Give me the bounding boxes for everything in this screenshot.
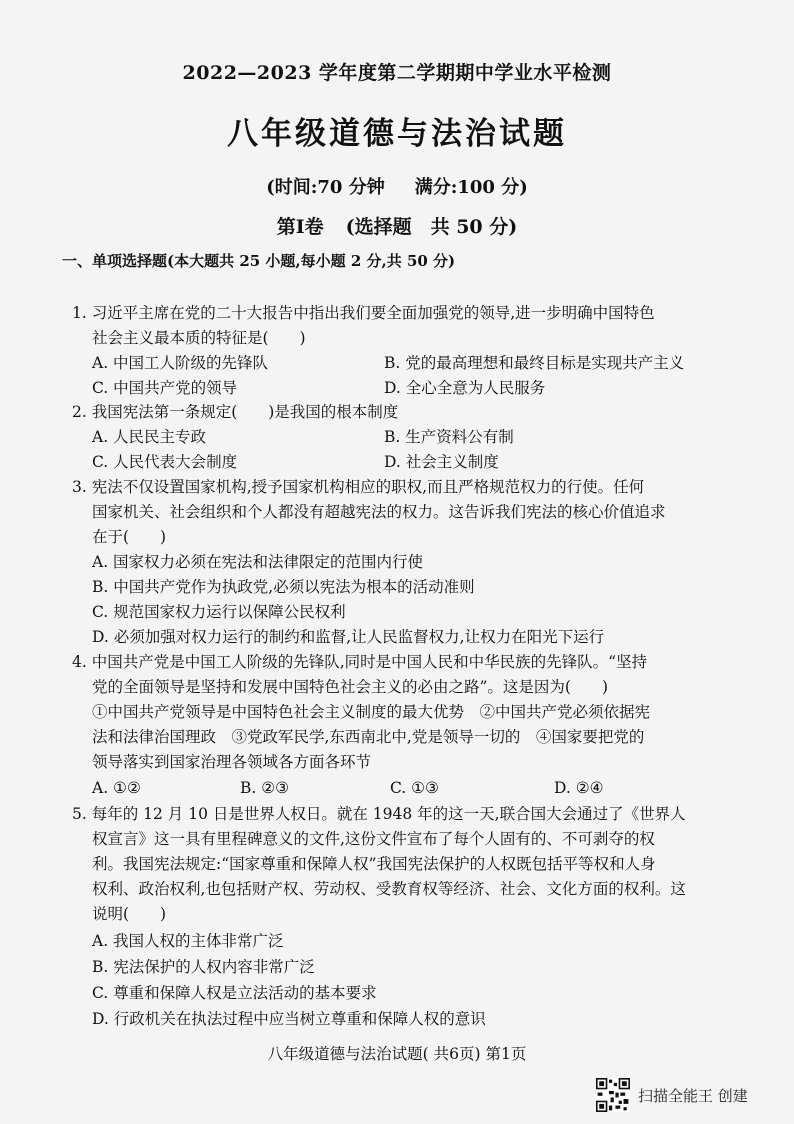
question-stem-line: ①中国共产党领导是中国特色社会主义制度的最大优势 ②中国共产党必须依据宪 bbox=[92, 703, 651, 721]
option-b: B. 党的最高理想和最终目标是实现共产主义 bbox=[384, 354, 685, 372]
qr-code-icon bbox=[596, 1078, 630, 1112]
option-a: A. 人民民主专政 bbox=[92, 428, 207, 446]
question-stem-line: 利。我国宪法规定:“国家尊重和保障人权”我国宪法保护的人权既包括平等权和人身 bbox=[92, 855, 656, 873]
option-b: B. 生产资料公有制 bbox=[384, 428, 514, 446]
question-stem-line: 党的全面领导是坚持和发展中国特色社会主义的必由之路”。这是因为( ) bbox=[92, 678, 609, 696]
option-a: A. 国家权力必须在宪法和法律限定的范围内行使 bbox=[92, 553, 424, 571]
section-desc: (选择题 共 50 分) bbox=[345, 216, 518, 238]
option-a: A. 我国人权的主体非常广泛 bbox=[92, 932, 284, 950]
part-heading: 一、单项选择题(本大题共 25 小题,每小题 2 分,共 50 分) bbox=[62, 252, 456, 270]
option-d: D. 社会主义制度 bbox=[384, 453, 499, 471]
option-c: C. ①③ bbox=[390, 779, 439, 797]
exam-meta bbox=[0, 173, 794, 199]
question-stem-line: 5. 每年的 12 月 10 日是世界人权日。就在 1948 年的这一天,联合国大会通过了《世界人 bbox=[72, 805, 686, 823]
option-b: B. 中国共产党作为执政党,必须以宪法为根本的活动准则 bbox=[92, 578, 475, 596]
option-c: C. 人民代表大会制度 bbox=[92, 453, 238, 471]
question-stem-line: 权宣言》这一具有里程碑意义的文件,这份文件宣布了每个人固有的、不可剥夺的权 bbox=[92, 830, 655, 848]
question-stem-line: 4. 中国共产党是中国工人阶级的先锋队,同时是中国人民和中华民族的先锋队。“坚持 bbox=[72, 653, 648, 671]
question-stem-line: 说明( ) bbox=[92, 905, 167, 923]
section-name: 第Ⅰ卷 bbox=[276, 216, 324, 238]
option-d: D. 全心全意为人民服务 bbox=[384, 379, 546, 397]
question-stem-line: 3. 宪法不仅设置国家机构,授予国家机构相应的职权,而且严格规范权力的行使。任何 bbox=[72, 478, 645, 496]
exam-time: (时间:70 分钟 bbox=[266, 177, 385, 198]
section-title bbox=[0, 212, 794, 239]
option-d: D. ②④ bbox=[554, 779, 604, 797]
option-a: A. 中国工人阶级的先锋队 bbox=[92, 354, 269, 372]
question-stem-line: 法和法律治国理政 ③党政军民学,东西南北中,党是领导一切的 ④国家要把党的 bbox=[92, 728, 645, 746]
question-stem-line: 国家机关、社会组织和个人都没有超越宪法的权力。这告诉我们宪法的核心价值追求 bbox=[92, 503, 666, 521]
option-b: B. ②③ bbox=[240, 779, 290, 797]
option-a: A. ①② bbox=[92, 779, 141, 797]
option-c: C. 中国共产党的领导 bbox=[92, 379, 238, 397]
option-d: D. 必须加强对权力运行的制约和监督,让人民监督权力,让权力在阳光下运行 bbox=[92, 628, 605, 646]
question-stem-line: 权利、政治权利,也包括财产权、劳动权、受教育权等经济、社会、文化方面的权利。这 bbox=[92, 880, 686, 898]
page-title: 八年级道德与法治试题 bbox=[227, 116, 567, 152]
option-c: C. 尊重和保障人权是立法活动的基本要求 bbox=[92, 984, 377, 1002]
question-stem-line: 1. 习近平主席在党的二十大报告中指出我们要全面加强党的领导,进一步明确中国特色 bbox=[72, 304, 655, 322]
question-stem-line: 领导落实到国家治理各领域各方面各环节 bbox=[92, 753, 372, 771]
exam-header: 2022—2023 学年度第二学期期中学业水平检测 bbox=[182, 62, 612, 84]
question-stem-line: 社会主义最本质的特征是( ) bbox=[92, 329, 306, 347]
exam-score: 满分:100 分) bbox=[414, 177, 528, 198]
option-d: D. 行政机关在执法过程中应当树立尊重和保障人权的意识 bbox=[92, 1010, 486, 1028]
option-b: B. 宪法保护的人权内容非常广泛 bbox=[92, 958, 315, 976]
option-c: C. 规范国家权力运行以保障公民权利 bbox=[92, 603, 346, 621]
page-footer: 八年级道德与法治试题( 共6页) 第1页 bbox=[267, 1045, 527, 1063]
camscanner-text: 扫描全能王 创建 bbox=[638, 1086, 748, 1105]
question-stem-line: 2. 我国宪法第一条规定( )是我国的根本制度 bbox=[72, 403, 399, 421]
question-stem-line: 在于( ) bbox=[92, 528, 167, 546]
camscanner-watermark bbox=[596, 1075, 748, 1115]
